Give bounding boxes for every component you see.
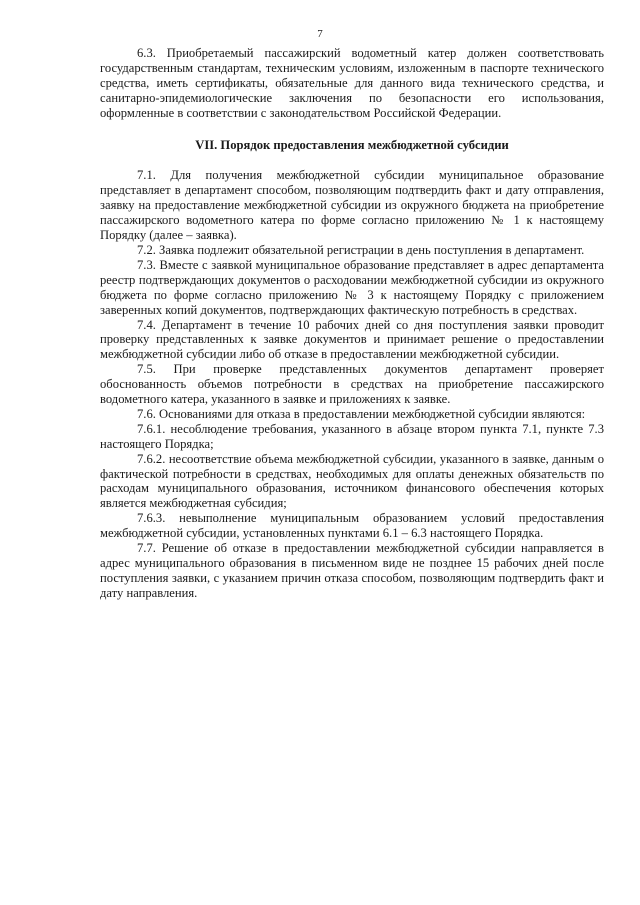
document-body xyxy=(100,46,604,601)
paragraph-6-3: 6.3. Приобретаемый пассажирский водометный катер должен соответствовать государственным стандартам, техническим условиям, изложенным в паспорте технического средства, иметь сертификаты, обязательные для данного вида технического средства, и санитарно-эпидемиологические заключения по безопасности его использования, оформленные в соответствии с законодательством Российской Федерации. xyxy=(100,46,604,120)
paragraph-7-6-3: 7.6.3. невыполнение муниципальным образованием условий предоставления межбюджетной субсидии, установленных пунктами 6.1 – 6.3 настоящего Порядка. xyxy=(100,511,604,541)
paragraph-7-5: 7.5. При проверке представленных документов департамент проверяет обоснованность объемов потребности в средствах на приобретение пассажирского водометного катера, указанного в заявке и приложениях к заявке. xyxy=(100,362,604,407)
page-number: 7 xyxy=(317,28,323,40)
paragraph-7-6-1: 7.6.1. несоблюдение требования, указанного в абзаце втором пункта 7.1, пункте 7.3 настоящего Порядка; xyxy=(100,421,604,451)
paragraph-7-4: 7.4. Департамент в течение 10 рабочих дней со дня поступления заявки проводит проверку представленных к заявке документов и принимает решение о предоставлении межбюджетной субсидии либо об отказе в предоставлении межбюджетной субсидии. xyxy=(100,317,604,362)
paragraph-7-6-2: 7.6.2. несоответствие объема межбюджетной субсидии, указанного в заявке, данным о фактической потребности в средствах, необходимых для оплаты денежных обязательств по расходам муниципального образования, источником финансового обеспечения которых является межбюджетная субсидия; xyxy=(100,451,604,511)
paragraph-7-6: 7.6. Основаниями для отказа в предоставлении межбюджетной субсидии являются: xyxy=(137,406,586,421)
section-title: VII. Порядок предоставления межбюджетной субсидии xyxy=(195,137,509,152)
paragraph-7-3: 7.3. Вместе с заявкой муниципальное образование представляет в адрес департамента реестр подтверждающих документов о расходовании межбюджетной субсидии из окружного бюджета по форме согласно приложению № 3 к настоящему Порядку с приложением заверенных копий документов, подтверждающих фактическую потребность в средствах. xyxy=(100,257,604,317)
paragraph-7-1: 7.1. Для получения межбюджетной субсидии муниципальное образование представляет в департамент способом, позволяющим подтвердить факт и дату отправления, заявку на предоставление межбюджетной субсидии из окружного бюджета на приобретение пассажирского водометного катера по форме согласно приложению № 1 к настоящему Порядку (далее – заявка). xyxy=(100,168,604,243)
paragraph-7-7: 7.7. Решение об отказе в предоставлении межбюджетной субсидии направляется в адрес муниципального образования в письменном виде не позднее 15 рабочих дней после поступления заявки, с указанием причин отказа способом, позволяющим подтвердить факт и дату направления. xyxy=(100,541,604,600)
paragraph-7-2: 7.2. Заявка подлежит обязательной регистрации в день поступления в департамент. xyxy=(137,242,585,257)
